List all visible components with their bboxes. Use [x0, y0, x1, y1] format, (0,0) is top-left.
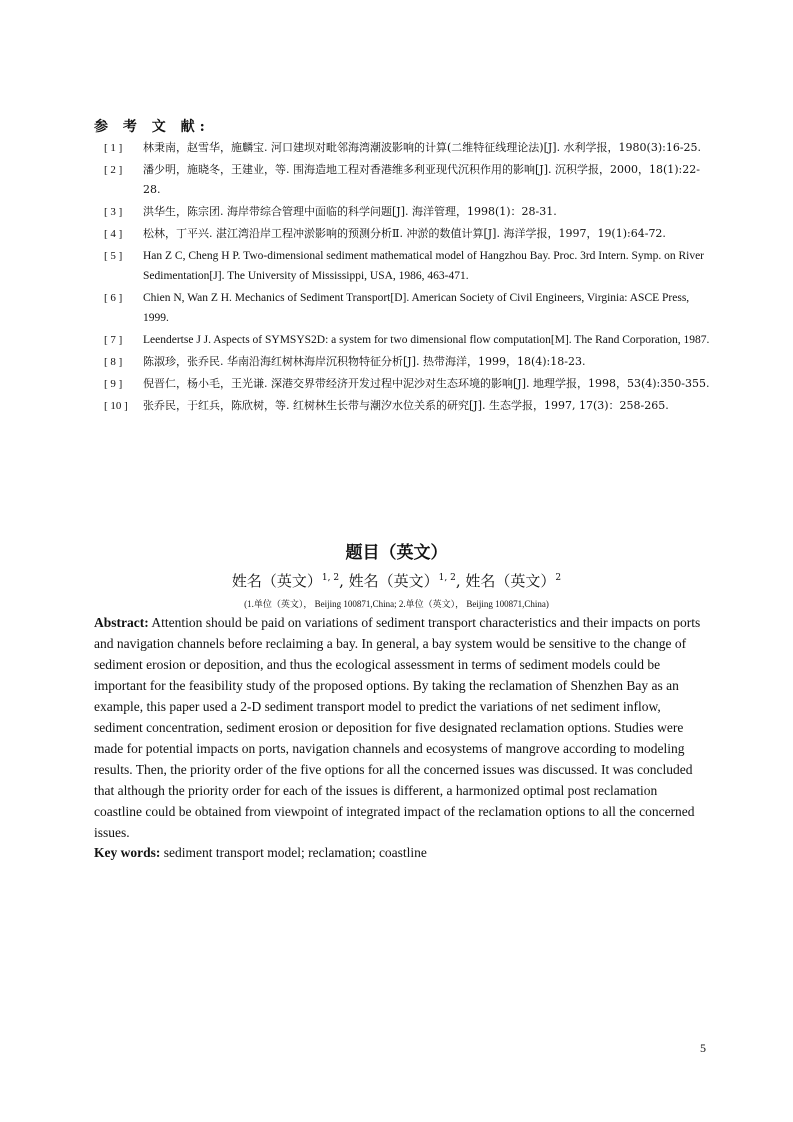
reference-item [96, 288, 716, 328]
author-affiliation-mark: 1, 2 [438, 573, 456, 583]
author-separator: , [339, 572, 349, 590]
reference-item [96, 246, 716, 286]
reference-list [96, 138, 716, 418]
reference-text: Han Z C, Cheng H P. Two-dimensional sediment mathematical model of Hangzhou Bay. Proc. 3rd Intern. Symp. on River Sedimentation[J]. The University of Mississippi, USA, 1986, 463-471. [143, 250, 705, 282]
reference-item [96, 330, 716, 350]
keywords-label: Key words: [94, 845, 161, 860]
reference-item [96, 374, 716, 394]
reference-text: 松林，丁平兴. 湛江湾沿岸工程冲淤影响的预测分析Ⅱ. 冲淤的数值计算[J]. 海洋学报，1997，19(1):64-72. [143, 227, 666, 240]
reference-item [96, 352, 716, 372]
reference-number: [ 2 ] [104, 164, 123, 176]
reference-text: 林秉南，赵雪华，施麟宝. 河口建坝对毗邻海湾潮波影响的计算(二维特征线理论法)[J]. 水利学报，1980(3):16-25. [143, 141, 702, 154]
reference-item [96, 202, 716, 222]
reference-text: 洪华生，陈宗团. 海岸带综合管理中面临的科学问题[J]. 海洋管理，1998(1)：28-31. [143, 205, 557, 218]
author-separator: , [455, 572, 466, 590]
english-title: 题目（英文） [345, 543, 448, 563]
author-line [0, 570, 793, 591]
reference-text: 倪晋仁，杨小毛，王光谦. 深港交界带经济开发过程中泥沙对生态环境的影响[J]. 地理学报，1998，53(4):350-355. [143, 377, 710, 390]
page-number: 5 [700, 1041, 706, 1055]
reference-number: [ 6 ] [104, 292, 123, 304]
affiliation-line: (1.单位（英文）， Beijing 100871,China; 2.单位（英文）， Beijing 100871,China) [244, 599, 549, 609]
reference-number: [ 7 ] [104, 334, 123, 346]
reference-item [96, 224, 716, 244]
reference-number: [ 5 ] [104, 250, 123, 262]
reference-text: 张乔民，于红兵，陈欣树，等. 红树林生长带与潮汐水位关系的研究[J]. 生态学报，1997, 17(3)：258-265. [143, 399, 669, 412]
author-name: 姓名（英文） [231, 572, 322, 590]
reference-number: [ 4 ] [104, 228, 123, 240]
abstract [94, 612, 706, 843]
reference-item [96, 138, 716, 158]
reference-item [96, 396, 716, 416]
reference-text: Leendertse J J. Aspects of SYMSYS2D: a system for two dimensional flow computation[M]. The Rand Corporation, 1987. [143, 334, 710, 346]
abstract-label: Abstract: [94, 615, 149, 630]
reference-number: [ 3 ] [104, 206, 123, 218]
reference-text: 潘少明，施晓冬，王建业，等. 围海造地工程对香港维多利亚现代沉积作用的影响[J]. 沉积学报，2000，18(1):22-28. [143, 163, 700, 196]
author-affiliation-mark: 2 [555, 573, 562, 583]
author-name: 姓名（英文） [348, 572, 439, 590]
author-name: 姓名（英文） [465, 572, 556, 590]
reference-number: [ 9 ] [104, 378, 123, 390]
reference-number: [ 1 ] [104, 142, 123, 154]
keywords [94, 842, 706, 863]
references-heading: 参 考 文 献: [94, 119, 210, 135]
reference-item [96, 160, 716, 200]
reference-text: 陈淑珍，张乔民. 华南沿海红树林海岸沉积物特征分析[J]. 热带海洋，1999，18(4):18-23. [143, 355, 586, 368]
reference-text: Chien N, Wan Z H. Mechanics of Sediment Transport[D]. American Society of Civil Engineers, Virginia: ASCE Press, 1999. [143, 292, 690, 324]
abstract-text: Attention should be paid on variations of sediment transport characteristics and their impacts on ports and navigation channels before reclaiming a bay. In general, a bay system would be sensitive to the change of sediment erosion or deposition, and thus the ecological assessment in terms of sediment models could be important for the feasibility study of the proposed options. By taking the reclamation of Shenzhen Bay as an example, this paper used a 2-D sediment transport model to predict the variations of net sediment inflow, sediment concentration, sediment erosion or deposition for five designated reclamation options. Studies were made for potential impacts on ports, navigation channels and ecosystems of mangrove according to modeling results. Then, the priority order of the five options for all the concerned issues was discussed. It was concluded that although the priority order for each of the issues is different, a harmonized optimal post reclamation coastline could be obtained from viewpoint of integrated impact of the reclamation options to all the concerned issues. [94, 615, 701, 840]
keywords-text: sediment transport model; reclamation; coastline [160, 845, 427, 860]
reference-number: [ 8 ] [104, 356, 123, 368]
author-affiliation-mark: 1, 2 [321, 573, 340, 583]
reference-number: [ 10 ] [104, 400, 128, 412]
